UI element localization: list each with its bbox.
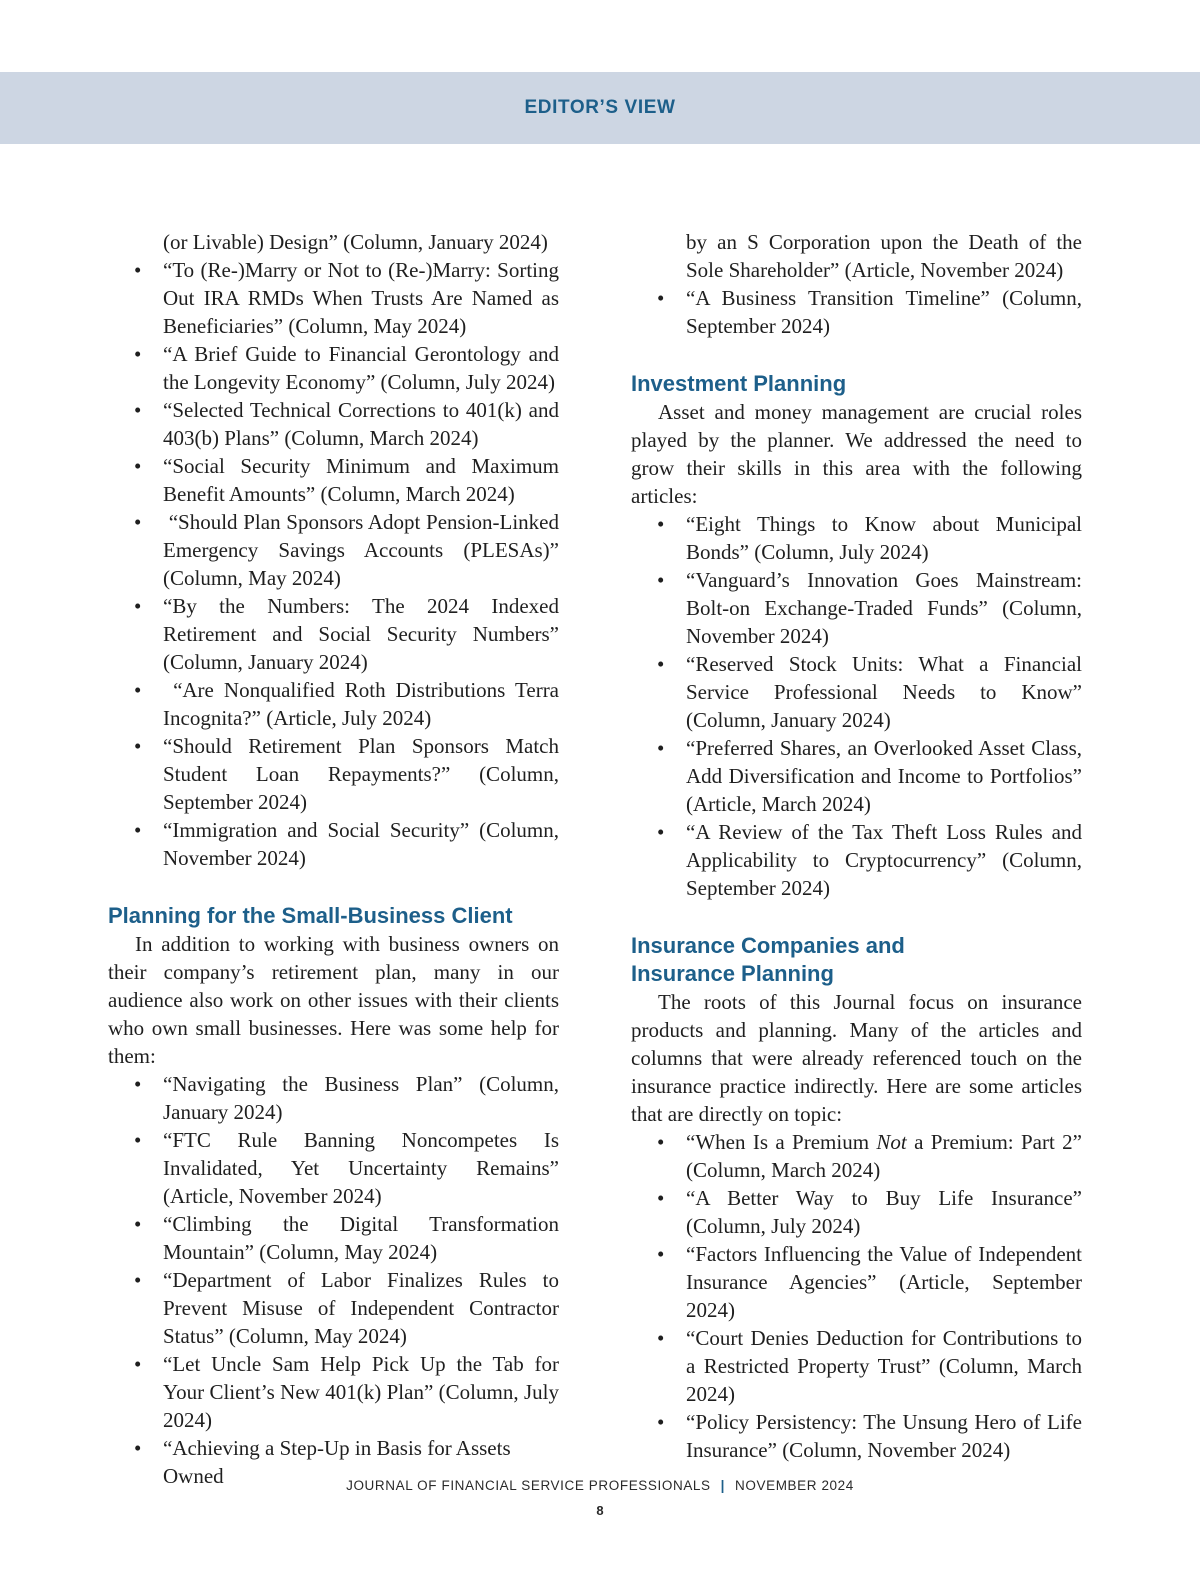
heading-line: Insurance Companies and: [631, 933, 905, 958]
right-column: [631, 228, 1088, 1464]
item-text: a Premium: Part 2” (Column, March 2024): [686, 1130, 1088, 1182]
business-article-list-continued: [631, 284, 1082, 340]
continued-list-item: (or Livable) Design” (Column, January 2024): [163, 230, 548, 254]
footer-separator: |: [720, 1478, 726, 1493]
small-business-article-list: [108, 1070, 559, 1490]
list-item: • “FTC Rule Banning Noncompetes Is Invalidated, Yet Uncertainty Remains” (Article, November 2024): [108, 1126, 559, 1210]
list-item: • “Should Retirement Plan Sponsors Match Student Loan Repayments?” (Column, September 2024): [108, 732, 559, 816]
list-item: • “Department of Labor Finalizes Rules to Prevent Misuse of Independent Contractor Status” (Column, May 2024): [108, 1266, 559, 1350]
section-heading-small-business: Planning for the Small-Business Client: [108, 903, 513, 928]
section-heading-investment: Investment Planning: [631, 371, 847, 396]
continued-list-item: by an S Corporation upon the Death of the Sole Shareholder” (Article, November 2024): [686, 230, 1082, 282]
investment-article-list: [631, 510, 1082, 902]
list-item: • “Preferred Shares, an Overlooked Asset Class, Add Diversification and Income to Portfolios” (Article, March 2024): [631, 734, 1082, 818]
list-item: • “To (Re-)Marry or Not to (Re-)Marry: Sorting Out IRA RMDs When Trusts Are Named as Beneficiaries” (Column, May 2024): [108, 256, 559, 340]
list-item: • “Climbing the Digital Transformation Mountain” (Column, May 2024): [108, 1210, 559, 1266]
list-item: • “Vanguard’s Innovation Goes Mainstream: Bolt-on Exchange-Traded Funds” (Column, November 2024): [631, 566, 1082, 650]
running-header: [0, 72, 1200, 144]
journal-name: JOURNAL OF FINANCIAL SERVICE PROFESSIONALS: [346, 1478, 711, 1493]
list-item: [631, 1128, 1088, 1184]
retirement-article-list: [108, 256, 565, 872]
item-emphasis: Not: [876, 1130, 907, 1154]
list-item: • “Reserved Stock Units: What a Financial Service Professional Needs to Know” (Column, January 2024): [631, 650, 1082, 734]
page-number: 8: [596, 1503, 604, 1518]
list-item: • “Court Denies Deduction for Contributions to a Restricted Property Trust” (Column, March 2024): [631, 1324, 1082, 1408]
list-item: • “Let Uncle Sam Help Pick Up the Tab for Your Client’s New 401(k) Plan” (Column, July 2024): [108, 1350, 559, 1434]
issue-date: NOVEMBER 2024: [735, 1478, 854, 1493]
list-item: • “Achieving a Step-Up in Basis for Assets Owned: [108, 1434, 559, 1490]
list-item: • “A Better Way to Buy Life Insurance” (Column, July 2024): [631, 1184, 1082, 1240]
insurance-article-list: [631, 1128, 1088, 1464]
page-footer: [0, 1478, 1200, 1493]
list-item: • “Selected Technical Corrections to 401(k) and 403(b) Plans” (Column, March 2024): [108, 396, 559, 452]
list-item: • “A Brief Guide to Financial Gerontology and the Longevity Economy” (Column, July 2024): [108, 340, 559, 396]
section-heading-insurance: [631, 932, 1082, 988]
heading-line: Insurance Planning: [631, 961, 834, 986]
header-title: EDITOR’S VIEW: [524, 97, 676, 118]
list-item: • “Are Nonqualified Roth Distributions Terra Incognita?” (Article, July 2024): [108, 676, 559, 732]
item-text: “When Is a Premium: [686, 1130, 877, 1154]
list-item: • “Eight Things to Know about Municipal Bonds” (Column, July 2024): [631, 510, 1082, 566]
section-intro: Asset and money management are crucial roles played by the planner. We addressed the need to grow their skills in this area with the following articles:: [631, 400, 1082, 508]
list-item: • “Policy Persistency: The Unsung Hero of Life Insurance” (Column, November 2024): [631, 1408, 1082, 1464]
left-column: [108, 228, 565, 1490]
list-item: • “A Review of the Tax Theft Loss Rules and Applicability to Cryptocurrency” (Column, September 2024): [631, 818, 1082, 902]
list-item: • “A Business Transition Timeline” (Column, September 2024): [631, 284, 1082, 340]
section-intro: In addition to working with business owners on their company’s retirement plan, many in our audience also work on other issues with their clients who own small businesses. Here was some help for them:: [108, 932, 559, 1068]
list-item: • “Immigration and Social Security” (Column, November 2024): [108, 816, 559, 872]
list-item: • “Navigating the Business Plan” (Column, January 2024): [108, 1070, 559, 1126]
list-item: • “Should Plan Sponsors Adopt Pension-Linked Emergency Savings Accounts (PLESAs)” (Column, May 2024): [108, 508, 559, 592]
section-intro: The roots of this Journal focus on insurance products and planning. Many of the articles and columns that were already referenced touch on the insurance practice indirectly. Here are some articles that are directly on topic:: [631, 990, 1082, 1126]
list-item: • “Factors Influencing the Value of Independent Insurance Agencies” (Article, September 2024): [631, 1240, 1082, 1324]
list-item: • “By the Numbers: The 2024 Indexed Retirement and Social Security Numbers” (Column, January 2024): [108, 592, 559, 676]
list-item: • “Social Security Minimum and Maximum Benefit Amounts” (Column, March 2024): [108, 452, 559, 508]
